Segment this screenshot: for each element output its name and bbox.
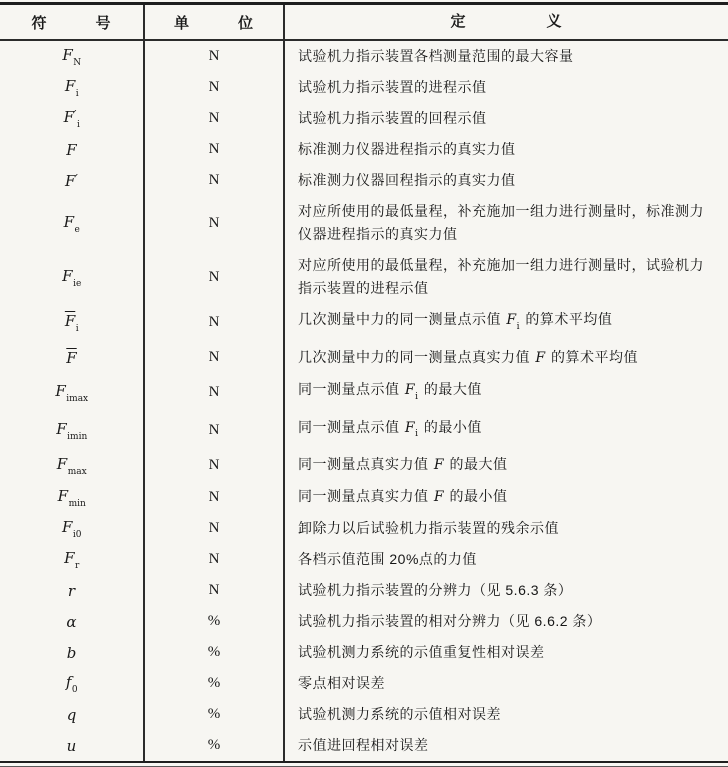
math-symbol: b [66,643,77,662]
symbol-cell [0,250,145,304]
header-unit-column: 单 位 [145,5,285,39]
unit-cell: N [145,412,285,450]
unit-cell: N [145,481,285,513]
symbol-cell [0,165,145,196]
unit-cell: N [145,513,285,544]
unit-cell: N [145,165,285,196]
unit-cell: N [145,544,285,575]
table-body [0,41,728,761]
math-symbol: $f_0$ [65,673,78,696]
symbol-cell [0,412,145,450]
symbol-cell [0,449,145,481]
math-symbol: $F_{imin}$ [56,419,88,442]
unit-cell: % [145,730,285,761]
table-row [0,412,728,450]
symbol-cell [0,730,145,761]
table-row [0,304,728,342]
math-symbol: F [433,457,445,474]
unit-cell: % [145,606,285,637]
unit-cell: N [145,134,285,165]
math-symbol: F [433,489,445,506]
table-row [0,165,728,196]
header-definition-column: 定 义 [450,14,563,30]
definition-cell: 对应所使用的最低量程，补充施加一组力进行测量时，标准测力仪器进程指示的真实力值 [298,203,704,242]
unit-cell: N [145,196,285,250]
table-row [0,250,728,304]
definition-cell: 标准测力仪器进程指示的真实力值 [298,141,516,157]
math-symbol: F [66,140,77,159]
symbol-cell [0,196,145,250]
unit-cell: N [145,449,285,481]
symbol-cell [0,374,145,412]
symbol-cell [0,304,145,342]
definition-cell: 试验机力指示装置的回程示值 [298,110,487,126]
definition-cell: 同一测量点示值 $F_i$ 的最大值 [298,380,482,402]
unit-cell: % [145,699,285,730]
unit-cell: % [145,637,285,668]
symbol-cell [0,103,145,134]
math-symbol: $F_i$ [404,419,419,440]
definition-cell: 几次测量中力的同一测量点真实力值 F 的算术平均值 [298,348,638,366]
math-symbol: $F_N$ [62,46,82,68]
definition-cell: 卸除力以后试验机力指示装置的残余示值 [298,520,559,537]
symbol-cell [0,134,145,165]
definition-cell: 同一测量点真实力值 F 的最小值 [298,488,508,506]
symbol-cell [0,637,145,668]
table-row [0,513,728,544]
math-symbol: $\overline{F}_i$ [64,312,79,335]
unit-cell: N [145,41,285,72]
table-row [0,103,728,134]
symbol-cell [0,41,145,72]
unit-cell: % [145,668,285,699]
unit-cell: N [145,103,285,134]
math-symbol: $F'_i$ [63,108,80,130]
unit-cell: N [145,575,285,606]
unit-cell: N [145,342,285,374]
table-row [0,575,728,606]
symbol-cell [0,699,145,730]
symbol-cell [0,544,145,575]
table-row [0,637,728,668]
unit-cell: N [145,72,285,103]
table-row [0,134,728,165]
math-symbol: $F_{ie}$ [62,266,82,289]
definition-cell: 同一测量点真实力值 F 的最大值 [298,456,508,474]
definition-cell: 试验机力指示装置的进程示值 [298,79,487,95]
math-symbol: q [66,705,77,724]
symbol-cell [0,72,145,103]
symbol-cell [0,342,145,374]
table-header-row [0,5,728,39]
math-symbol: $F_r$ [64,549,80,572]
table-row [0,374,728,412]
math-symbol: $F_{i0}$ [61,518,82,541]
math-symbol: $F_i$ [506,312,520,332]
definition-cell: 各档示值范围 20%点的力值 [298,551,477,568]
definition-cell: 对应所使用的最低量程，补充施加一组力进行测量时，试验机力指示装置的进程示值 [298,257,704,296]
table-row [0,699,728,730]
table-bottom-rule [0,761,728,767]
math-symbol: α [66,612,77,631]
math-symbol: F [535,349,546,366]
table-row [0,606,728,637]
table-row [0,72,728,103]
symbol-cell [0,513,145,544]
math-symbol: $F_i$ [64,77,79,99]
table-row [0,668,728,699]
table-row [0,730,728,761]
table-row [0,481,728,513]
math-symbol: F′ [65,171,78,190]
math-symbol: $\overline{F}$ [66,348,77,367]
definition-cell: 示值进回程相对误差 [298,737,429,754]
definition-cell: 试验机力指示装置的相对分辨力（见 6.6.2 条） [298,613,602,630]
math-symbol: $F_{min}$ [57,486,86,509]
table-row [0,342,728,374]
math-symbol: $F_{imax}$ [55,382,89,405]
definition-cell: 标准测力仪器回程指示的真实力值 [298,172,516,188]
symbol-cell [0,481,145,513]
math-symbol: $F_i$ [404,381,419,402]
math-symbol: u [66,736,77,755]
math-symbol: $F_{max}$ [56,454,87,477]
definition-cell: 试验机测力系统的示值重复性相对误差 [298,644,545,661]
math-symbol: r [67,581,76,600]
header-symbol-column: 符 号 [0,5,145,39]
unit-cell: N [145,304,285,342]
definition-cell: 试验机力指示装置的分辨力（见 5.6.3 条） [298,582,573,599]
definition-cell: 试验机力指示装置各档测量范围的最大容量 [298,48,574,64]
table-row [0,41,728,72]
symbol-cell [0,668,145,699]
symbol-cell [0,575,145,606]
table-row [0,196,728,250]
table-row [0,449,728,481]
unit-cell: N [145,250,285,304]
table-row [0,544,728,575]
unit-cell: N [145,374,285,412]
definition-cell: 试验机测力系统的示值相对误差 [298,706,501,723]
definition-cell: 几次测量中力的同一测量点示值 $F_i$ 的算术平均值 [298,311,613,332]
definition-cell: 同一测量点示值 $F_i$ 的最小值 [298,418,482,440]
definition-cell: 零点相对误差 [298,675,385,692]
symbol-cell [0,606,145,637]
math-symbol: $F_e$ [63,212,80,235]
